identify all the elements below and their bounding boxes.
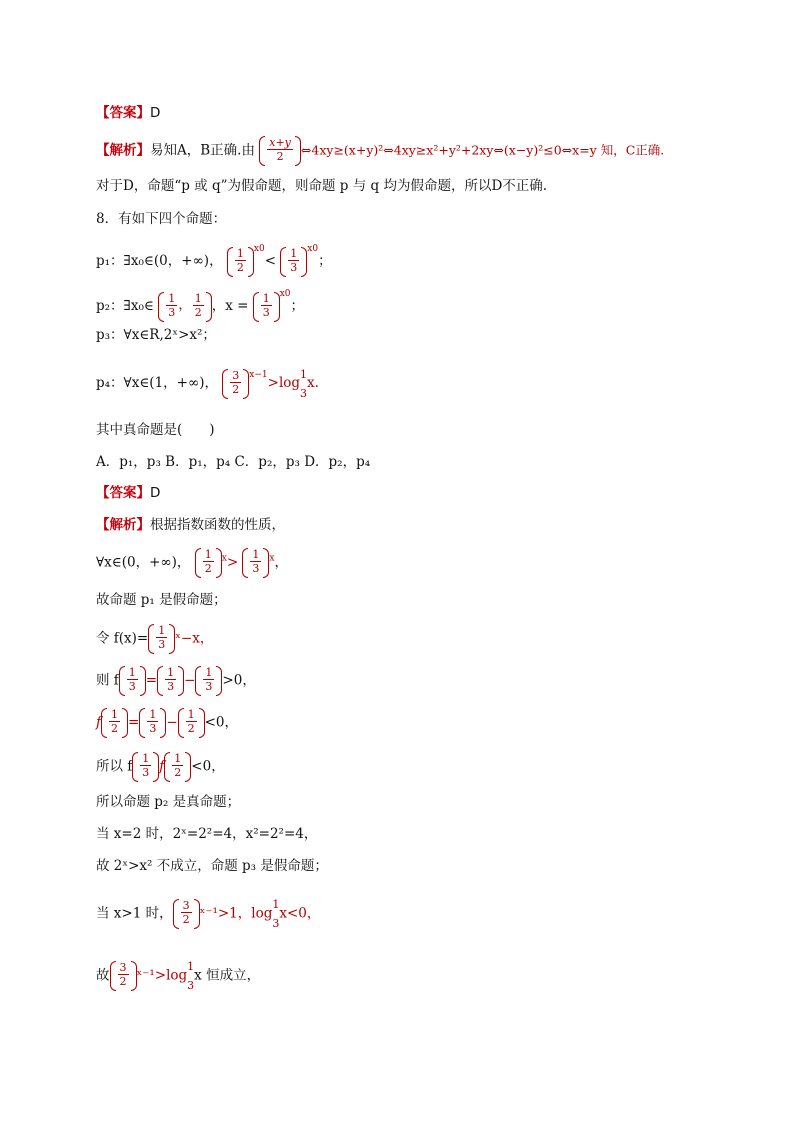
analysis-line-1	[96, 136, 664, 166]
analysis-2-l11: 故 $\frac{3}{2}$ ˣ⁻¹>log1 3 x 恒成立，	[96, 960, 261, 992]
analysis-math: ⇔4xy≥(x+y)²⇔4xy≥x²+y²+2xy⇔(x−y)²≤0⇔x=y 知，C正确.	[300, 142, 665, 158]
proposition-p3: p₃：∀x∈R,2ˣ>x²；	[96, 327, 216, 343]
analysis-tag: 【解析】	[96, 142, 150, 159]
analysis-2-l6: 所以 f $\frac{1}{3}$ f $\frac{1}{2}$ <0，	[96, 752, 225, 782]
fraction-paren: $\frac{x+y}{2}$	[259, 136, 301, 166]
analysis-line-2: 对于D，命题“p 或 q”为假命题，则命题 p 与 q 均为假命题，所以D不正确.	[96, 178, 548, 194]
analysis-2-l3: 令 f(x)= $\frac{1}{3}$ ˣ−x，	[96, 624, 213, 654]
proposition-p1: p₁：∃x₀∈(0，+∞)， $\frac{1}{2}$ $^{x0}$< $\frac{1}{3}$ $^{x0}$；	[96, 240, 332, 277]
answer-line-2: 【答案】D	[96, 485, 161, 501]
answer-options: A．p₁，p₃ B．p₁，p₄ C．p₂，p₃ D．p₂，p₄	[96, 454, 371, 470]
analysis-2-l2: 故命题 p₁ 是假命题；	[96, 592, 227, 608]
answer-line-1	[96, 104, 160, 122]
analysis-2-l7: 所以命题 p₂ 是真命题；	[96, 794, 241, 810]
proposition-p2: p₂：∃x₀∈ $\frac{1}{3}$ ， $\frac{1}{2}$ ，x = $\frac{1}{3}$ $^{x0}$；	[96, 285, 304, 322]
question-title: 8．有如下四个命题：	[96, 211, 227, 227]
proposition-p4: p₄：∀x∈(1，+∞)， $\frac{3}{2}$ $^{x-1}$>log1 3 x.	[96, 367, 319, 400]
analysis-2-l1: ∀x∈(0，+∞)， $\frac{1}{2}$ $^x$> $\frac{1}{3}$ $^x$，	[96, 548, 288, 578]
analysis-2-l8: 当 x=2 时，2ˣ=2²=4，x²=2²=4，	[96, 826, 318, 842]
analysis-2-l9: 故 2ˣ>x² 不成立，命题 p₃ 是假命题；	[96, 858, 328, 874]
answer-tag: 【答案】	[96, 105, 150, 121]
analysis-2-intro: 【解析】根据指数函数的性质，	[96, 517, 285, 533]
analysis-2-l10: 当 x>1 时， $\frac{3}{2}$ ˣ⁻¹>1，log1 3 x<0，	[96, 898, 321, 930]
answer-value: D	[150, 105, 161, 121]
question-prompt: 其中真命题是( )	[96, 422, 215, 438]
analysis-2-l5: f $\frac{1}{2}$ = $\frac{1}{3}$ − $\frac{1}{2}$ <0，	[96, 708, 238, 738]
analysis-2-l4: 则 f $\frac{1}{3}$ = $\frac{1}{3}$ − $\frac{1}{3}$ >0，	[96, 666, 256, 696]
analysis-text: 易知A，B正确.由	[150, 142, 255, 159]
